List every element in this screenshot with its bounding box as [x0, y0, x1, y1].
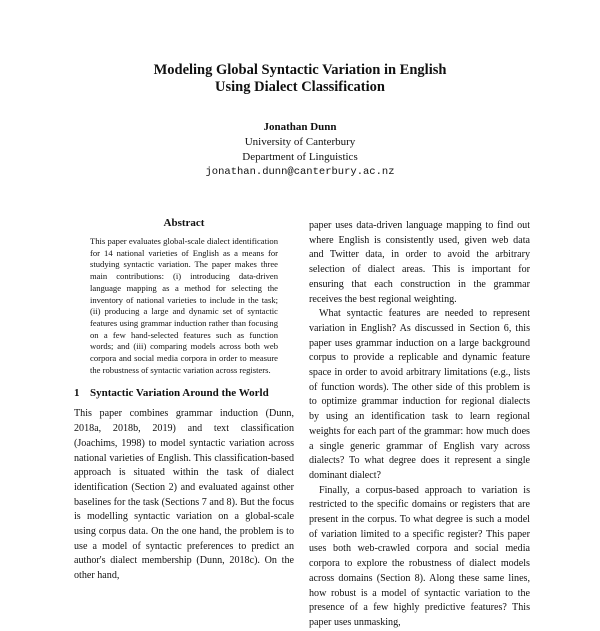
author-name: Jonathan Dunn	[263, 121, 337, 133]
abstract-text: This paper evaluates global-scale dialect identification for 14 national varieties of English as a means for studying syntactic variation. The paper makes three main contributions: (i) introducing data-driven language mapping as a method for selecting the inventory of national varieties to include in the task; (ii) producing a large and dynamic set of syntactic features using grammar induction rather than focusing on a few hand-selected features such as function words; and (iii) comparing models across both web corpora and social media corpora in order to measure the robustness of syntactic variation across registers.	[90, 236, 278, 375]
right-paragraph-2: What syntactic features are needed to represent variation in English? As discussed in Section 6, this paper uses grammar induction on a large background corpus to provide a replicable and dynamic feature space in order to avoid arbitrary limitations (e.g., lists of function words). The other side of this problem is to optimize grammar induction for regional dialects by using an identification task to learn regional weights for each part of the grammar: how much does a single generic grammar of English vary across dialects? To what degree does it represent a single dominant dialect?	[309, 308, 530, 481]
section-1-number: 1	[74, 387, 80, 400]
section-1-paragraph: This paper combines grammar induction (Dunn, 2018a, 2018b, 2019) and text classification (Joachims, 1998) to model syntactic variation across national varieties of English. This classification-based approach is situated within the task of dialect identification (Section 2) and evaluated against other baselines for the task (Sections 7 and 8). But the focus is modelling syntactic variation on a global-scale using corpus data. On the one hand, the problem is to use a model of syntactic preferences to predict an author's dialect membership (Dunn, 2018c). On the other hand,	[74, 408, 294, 582]
right-paragraph-1: paper uses data-driven language mapping to find out where English is consistently used, given web data and Twitter data, in order to avoid the arbitrary selection of dialect areas. This is important for ensuring that each construction in the grammar receives the best regional weighting.	[309, 220, 530, 305]
author-affiliation-department: Department of Linguistics	[242, 151, 358, 163]
right-column	[309, 219, 530, 631]
author-affiliation-university: University of Canterbury	[244, 136, 356, 148]
section-1-title: Syntactic Variation Around the World	[90, 387, 269, 400]
abstract-heading: Abstract	[163, 217, 205, 229]
paper-title	[0, 62, 600, 96]
right-paragraph-3: Finally, a corpus-based approach to variation is restricted to the specific domains or registers that are present in the corpus. To what degree is such a model of variation limited to a specific register? This paper uses both web-crawled corpora and social media corpora to explore the robustness of dialect models across domains (Section 8). Along these same lines, how robust is a model of syntactic variation to the presence of a few highly predictive features? This paper uses unmasking,	[309, 484, 530, 628]
title-line-2: Using Dialect Classification	[215, 79, 385, 95]
section-1-heading	[74, 386, 294, 400]
title-line-1: Modeling Global Syntactic Variation in English	[153, 62, 447, 78]
author-block	[0, 120, 600, 180]
left-column	[74, 216, 294, 584]
author-email: jonathan.dunn@canterbury.ac.nz	[205, 166, 395, 178]
